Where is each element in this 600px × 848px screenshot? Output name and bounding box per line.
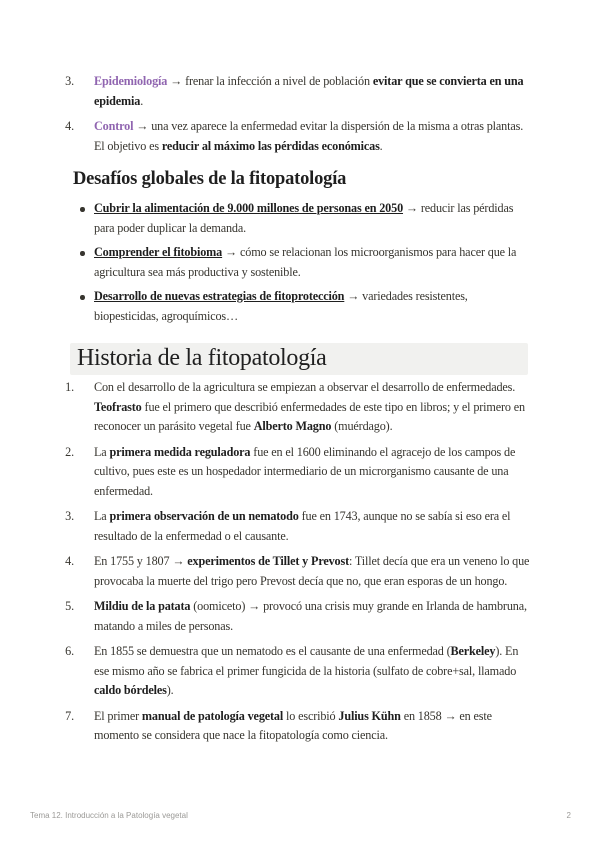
item-bold: Mildiu de la patata: [94, 599, 191, 613]
challenges-heading: Desafíos globales de la fitopatología: [73, 169, 347, 189]
item-text: una vez aparece la enfermedad evitar la dispersión de la misma a otras plantas. El objetivo es: [94, 119, 524, 153]
list-item: [65, 117, 530, 156]
item-number: 5.: [65, 599, 74, 613]
item-bold: experimentos de Tillet y Prevost: [187, 554, 350, 568]
item-bold: manual de patología vegetal: [141, 708, 284, 723]
challenge-text: reducir las pérdidas para poder duplicar la demanda.: [94, 201, 514, 235]
item-bold: reducir al máximo las pérdidas económicas: [161, 138, 380, 153]
item-text: : Tillet decía que era un veneno lo que provocaba la muerte del trigo pero Prevost decía que no, que eran esporas de un hongo.: [94, 554, 530, 588]
item-number: 1.: [65, 380, 74, 394]
item-bold: Alberto Magno: [253, 419, 332, 433]
list-item: [65, 443, 530, 502]
list-item: [65, 378, 530, 437]
list-item: [65, 72, 530, 111]
item-number: 6.: [65, 644, 74, 658]
intro-list: [65, 72, 530, 156]
item-number: 2.: [65, 444, 74, 459]
arrow: →: [225, 245, 238, 259]
item-number: 4.: [65, 554, 74, 568]
item-bold: caldo bórdeles: [94, 683, 167, 697]
item-text: fue el primero que describió enfermedades de este tipo en libros; y el primero en reconocer un parásito vegetal fue: [94, 399, 525, 433]
list-item: [65, 552, 530, 591]
bullet: [80, 207, 85, 212]
challenge-text: variedades resistentes, biopesticidas, agroquímicos…: [94, 289, 468, 323]
bullet: [80, 295, 85, 300]
list-item: [65, 507, 530, 546]
arrow: →: [347, 289, 360, 303]
item-text: La: [94, 444, 107, 459]
page-number: 2: [566, 811, 571, 820]
item-text: ). En ese mismo año se fabrica el primer fungicida de la historia (sulfato de cobre+sal, llamado: [94, 644, 519, 678]
list-item: [78, 199, 530, 238]
list-item: [65, 707, 530, 746]
item-text: frenar la infección a nivel de población: [185, 74, 370, 88]
item-text: (muérdago).: [334, 419, 393, 433]
challenge-title: Comprender el fitobioma: [94, 245, 223, 259]
item-bold: evitar que se convierta en una epidemia: [94, 74, 524, 108]
term-control: Control: [94, 119, 134, 133]
item-text: En 1855 se demuestra que un nematodo es el causante de una enfermedad (: [94, 644, 451, 658]
item-text: lo escribió: [286, 708, 336, 723]
challenge-title: Cubrir la alimentación de 9.000 millones de personas en 2050: [94, 201, 404, 215]
item-end: .: [379, 138, 383, 153]
item-text: en 1858 → en este momento se considera que nace la fitopatología como ciencia.: [94, 708, 492, 742]
item-text: fue en el 1600 eliminando el agracejo de los campos de cultivo, pues este es un hospedador intermediario de un microrganismo causante de una enfermedad.: [94, 444, 516, 498]
arrow: →: [136, 119, 149, 133]
term-epidemiologia: Epidemiología: [94, 74, 168, 88]
item-text: La: [94, 509, 107, 523]
challenge-title: Desarrollo de nuevas estrategias de fitoprotección: [94, 289, 345, 303]
item-number: 7.: [65, 708, 74, 723]
list-item: [65, 597, 530, 636]
arrow: →: [170, 74, 183, 88]
item-text: fue en 1743, aunque no se sabía si eso era el resultado de la enfermedad o el causante.: [94, 509, 511, 543]
history-list: [65, 378, 530, 746]
item-bold: primera medida reguladora: [109, 444, 251, 459]
item-end: .: [140, 93, 144, 108]
item-bold: primera observación de un nematodo: [109, 509, 299, 523]
item-bold: Teofrasto: [94, 399, 142, 414]
challenges-list: [78, 199, 530, 326]
item-bold: Julius Kühn: [338, 708, 401, 723]
arrow: →: [405, 201, 418, 215]
bullet: [80, 251, 85, 256]
item-text: El primer: [94, 708, 140, 723]
item-text: (oomiceto) → provocó una crisis muy grande en Irlanda de hambruna, matando a miles de personas.: [94, 599, 527, 633]
list-item: [78, 243, 530, 282]
list-item: [65, 642, 530, 701]
item-text: ).: [166, 683, 174, 697]
item-number: 3.: [65, 74, 74, 88]
item-text: En 1755 y 1807 →: [94, 554, 185, 568]
item-number: 4.: [65, 119, 74, 133]
item-number: 3.: [65, 509, 74, 523]
challenge-text: cómo se relacionan los microorganismos para hacer que la agricultura sea más productiva y sostenible.: [94, 245, 517, 279]
footer-title: Tema 12. Introducción a la Patología vegetal: [30, 811, 188, 820]
list-item: [78, 287, 530, 326]
item-bold: Berkeley: [450, 644, 496, 658]
history-heading: Historia de la fitopatología: [77, 345, 327, 371]
item-text: Con el desarrollo de la agricultura se empiezan a observar el desarrollo de enfermedades.: [94, 380, 516, 394]
